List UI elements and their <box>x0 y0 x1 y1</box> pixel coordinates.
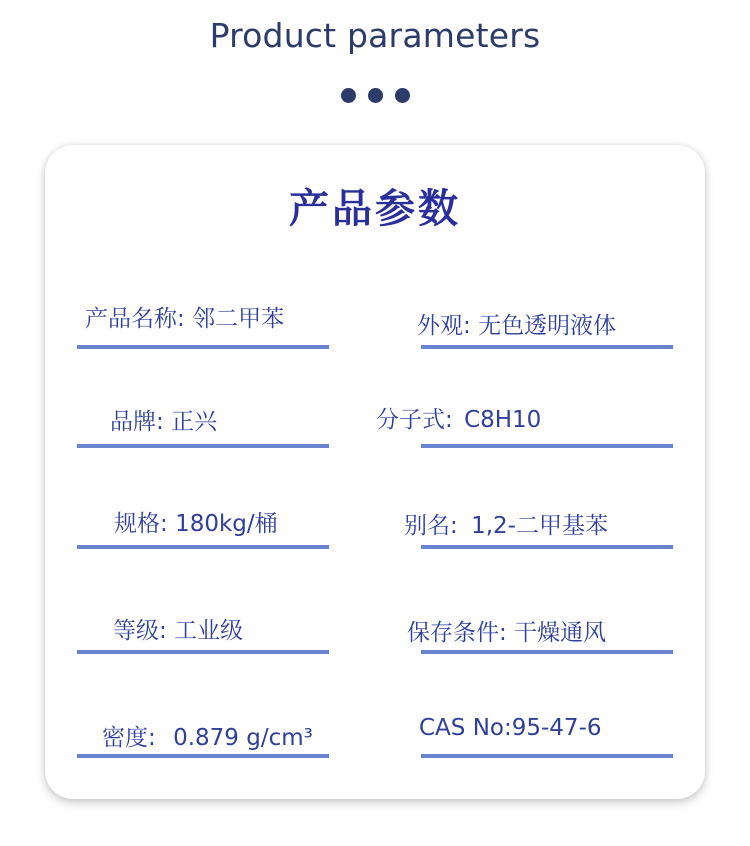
field-value: C8H10 <box>464 407 542 433</box>
field-value: 干燥通风 <box>514 620 607 646</box>
field-label: 别名: <box>404 513 458 539</box>
field-spec <box>114 505 278 535</box>
field-cas <box>419 715 602 745</box>
dot-icon <box>368 88 383 103</box>
decorative-dots <box>0 88 750 103</box>
field-underline <box>77 545 329 549</box>
page-title: Product parameters <box>209 16 541 55</box>
field-value: 正兴 <box>171 409 218 435</box>
field-label: 规格: <box>114 511 168 537</box>
field-underline <box>77 444 329 448</box>
card-title: 产品参数 <box>289 186 461 232</box>
parameters-card <box>45 145 705 799</box>
field-underline <box>421 545 673 549</box>
field-brand <box>110 403 217 433</box>
field-value: 工业级 <box>174 618 244 644</box>
field-underline <box>77 650 329 654</box>
field-value: 95-47-6 <box>511 715 602 741</box>
field-value: 0.879 g/cm³ <box>173 725 313 751</box>
field-appearance <box>417 307 616 337</box>
field-grade <box>113 612 243 642</box>
field-underline <box>77 754 329 758</box>
field-formula <box>376 401 541 431</box>
field-underline <box>421 444 673 448</box>
field-storage <box>407 614 606 644</box>
field-label: 品牌: <box>110 409 164 435</box>
field-label: 外观: <box>417 313 471 339</box>
field-product-name <box>85 300 284 330</box>
dot-icon <box>395 88 410 103</box>
field-value: 无色透明液体 <box>478 313 617 339</box>
field-label: CAS No: <box>419 715 512 741</box>
field-label: 产品名称: <box>85 306 185 332</box>
dot-icon <box>341 88 356 103</box>
field-value: 180kg/桶 <box>175 511 278 537</box>
field-underline <box>421 345 673 349</box>
field-value: 邻二甲苯 <box>192 306 285 332</box>
field-alias <box>404 507 608 537</box>
field-density <box>102 719 313 749</box>
field-label: 分子式: <box>376 407 453 433</box>
field-underline <box>421 754 673 758</box>
field-underline <box>421 650 673 654</box>
field-underline <box>77 345 329 349</box>
field-label: 密度: <box>102 725 156 751</box>
field-label: 等级: <box>113 618 167 644</box>
field-value: 1,2-二甲基苯 <box>471 513 608 539</box>
field-label: 保存条件: <box>407 620 507 646</box>
